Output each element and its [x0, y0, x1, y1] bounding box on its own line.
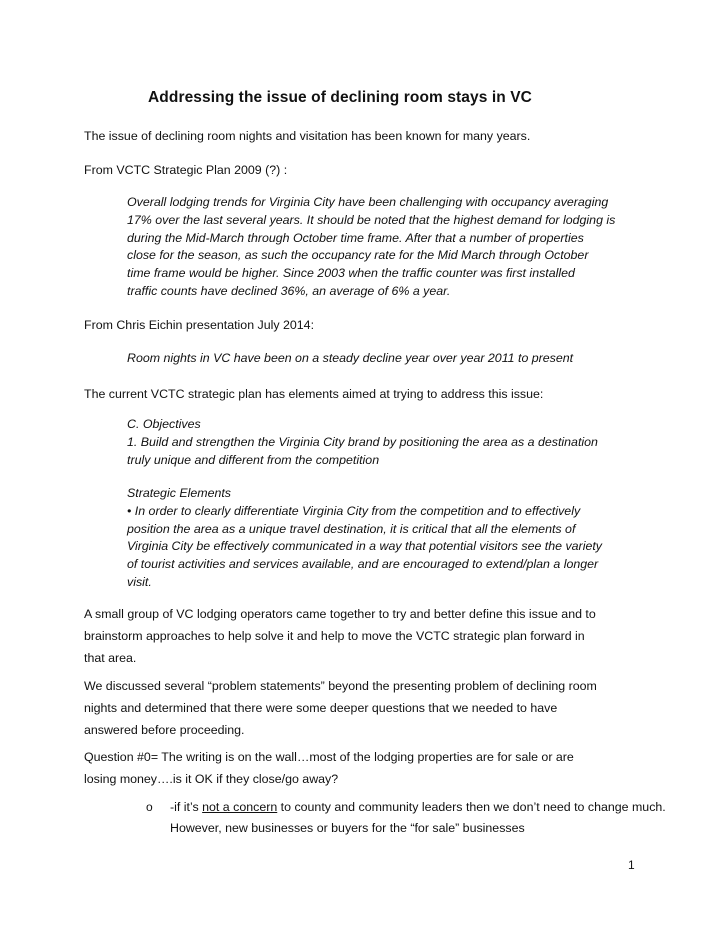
- objectives-line: 1. Build and strengthen the Virginia City brand by positioning the area as a destination: [127, 434, 598, 449]
- strategic-elements-block: [127, 485, 647, 592]
- strategic-plan-quote: [127, 194, 647, 301]
- intro-paragraph: The issue of declining room nights and visitation has been known for many years.: [84, 129, 531, 143]
- elements-line: position the area as a unique travel destination, it is critical that all the elements of: [127, 521, 576, 536]
- bullet-text: to county and community leaders then we don’t need to: [277, 800, 585, 814]
- paragraph-line: answered before proceeding.: [84, 723, 245, 737]
- quote-line: 17% over the last several years. It should be noted that the highest demand for lodging is: [127, 212, 616, 227]
- bullet-line: [170, 800, 584, 814]
- paragraph-line: nights and determined that there were some deeper questions that we needed to have: [84, 701, 558, 715]
- bullet-item: [170, 797, 690, 839]
- eichin-quote: Room nights in VC have been on a steady decline year over year 2011 to present: [127, 351, 574, 365]
- paragraph-line: Question #0= The writing is on the wall…most of the lodging properties are for sale or are: [84, 750, 574, 764]
- group-paragraph: [84, 603, 644, 669]
- elements-line: Strategic Elements: [127, 486, 231, 500]
- current-plan-heading: The current VCTC strategic plan has elements aimed at trying to address this issue:: [84, 387, 544, 401]
- bullet-text: -if it’s: [170, 800, 203, 814]
- objectives-line: C. Objectives: [127, 417, 201, 431]
- quote-line: traffic counts have declined 36%, an average of 6% a year.: [127, 283, 451, 298]
- underlined-phrase: not a concern: [202, 800, 278, 814]
- paragraph-line: losing money….is it OK if they close/go away?: [84, 772, 339, 786]
- objectives-block: [127, 416, 647, 469]
- strategic-plan-heading: From VCTC Strategic Plan 2009 (?) :: [84, 163, 288, 177]
- discussion-paragraph: [84, 675, 644, 741]
- quote-line: Overall lodging trends for Virginia City have been challenging with occupancy averaging: [127, 195, 609, 209]
- elements-line: Virginia City be effectively communicated in a way that potential visitors see the variety: [127, 539, 602, 554]
- elements-line: of tourist activities and services available, and are encouraged to extend/plan a longer: [127, 557, 599, 572]
- elements-line: • In order to clearly differentiate Virginia City from the competition and to effectively: [127, 503, 581, 518]
- quote-line: close for the season, as such the occupancy rate for the Mid March through October: [127, 248, 589, 263]
- bullet-line: change much. However, new businesses or buyers for the “for sale” businesses: [170, 800, 666, 835]
- question-paragraph: [84, 746, 644, 790]
- quote-line: during the Mid-March through October time frame. After that a number of properties: [127, 230, 584, 245]
- paragraph-line: A small group of VC lodging operators came together to try and better define this issue and to: [84, 607, 596, 621]
- paragraph-line: brainstorm approaches to help solve it and help to move the VCTC strategic plan forward in: [84, 629, 585, 643]
- page-number: 1: [628, 858, 635, 872]
- quote-line: time frame would be higher. Since 2003 when the traffic counter was first installed: [127, 266, 575, 281]
- paragraph-line: We discussed several “problem statements” beyond the presenting problem of declining room: [84, 679, 597, 693]
- elements-line: visit.: [127, 574, 152, 589]
- document-title: Addressing the issue of declining room stays in VC: [148, 89, 532, 106]
- objectives-line: truly unique and different from the competition: [127, 452, 380, 467]
- paragraph-line: that area.: [84, 651, 137, 665]
- eichin-heading: From Chris Eichin presentation July 2014:: [84, 318, 315, 332]
- bullet-marker: o: [146, 800, 153, 814]
